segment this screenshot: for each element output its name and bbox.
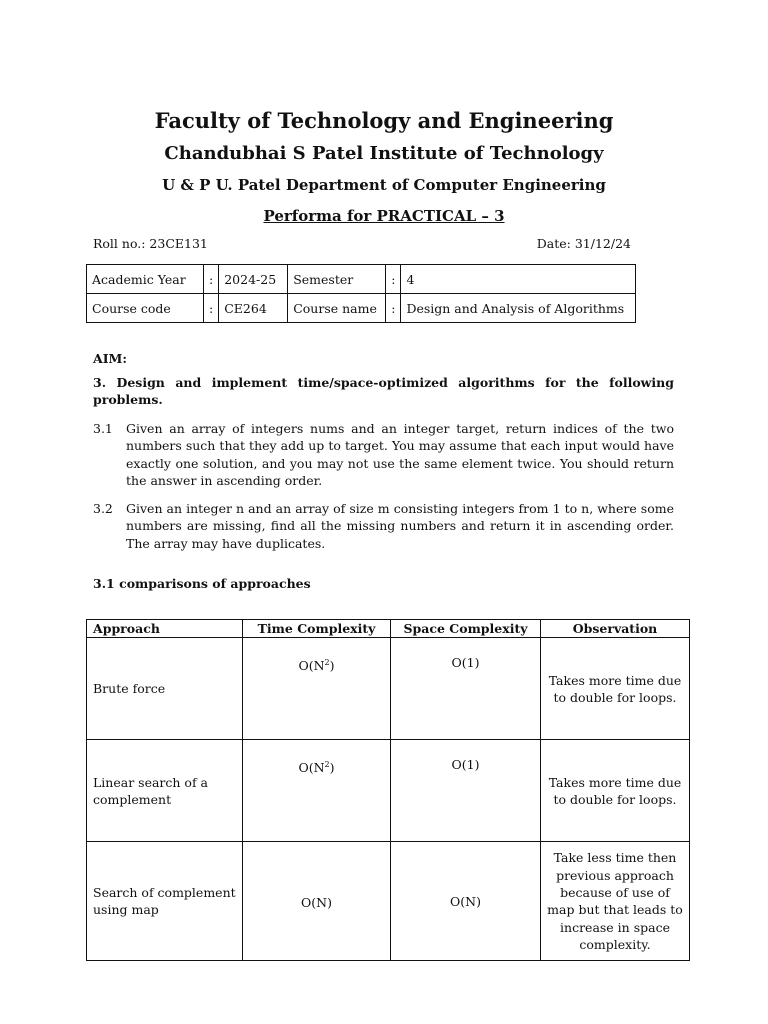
separator: : (386, 265, 401, 294)
table-row (87, 740, 690, 842)
table-row (87, 294, 636, 323)
problem-number: 3.2 (93, 501, 113, 516)
problem-text: Given an integer n and an array of size m consisting integers from 1 to n, where some numbers are missing, find all the missing numbers and return it in ascending order. The array may have duplicates. (126, 501, 674, 551)
separator: : (386, 294, 401, 323)
approach-cell: Search of complement using map (87, 842, 243, 961)
observation-cell: Take less time then previous approach because of use of map but that leads to increase in space complexity. (541, 842, 690, 961)
aim-task: 3. Design and implement time/space-optimized algorithms for the following problems. (93, 375, 674, 407)
semester-label: Semester (288, 265, 386, 294)
space-cell: O(N) (391, 842, 541, 961)
comparison-title: 3.1 comparisons of approaches (93, 576, 311, 591)
academic-year-value: 2024-25 (219, 265, 288, 294)
space-cell: O(1) (391, 638, 541, 740)
approach-cell: Brute force (87, 638, 243, 740)
problem-number: 3.1 (93, 421, 113, 436)
course-info-table (86, 264, 636, 323)
aim-label: AIM: (93, 351, 127, 366)
problem-text: Given an array of integers nums and an integer target, return indices of the two numbers such that they add up to target. You may assume that each input would have exactly one solution, and you may not use the same element twice. You should return the answer in ascending order. (126, 421, 674, 488)
academic-year-label: Academic Year (87, 265, 204, 294)
approach-cell: Linear search of a complement (87, 740, 243, 842)
observation-cell: Takes more time due to double for loops. (541, 740, 690, 842)
table-row (87, 265, 636, 294)
course-name-value: Design and Analysis of Algorithms (401, 294, 636, 323)
date: Date: 31/12/24 (536, 236, 631, 251)
course-code-value: CE264 (219, 294, 288, 323)
header-space: Space Complexity (391, 620, 541, 638)
institute-title: Chandubhai S Patel Institute of Technology (164, 143, 604, 164)
comparison-table (86, 619, 690, 961)
table-header-row (87, 620, 690, 638)
separator: : (204, 265, 219, 294)
header-approach: Approach (87, 620, 243, 638)
space-cell: O(1) (391, 740, 541, 842)
header-time: Time Complexity (243, 620, 391, 638)
time-cell: $O(N^2)$ (243, 638, 391, 740)
performa-title: Performa for PRACTICAL – 3 (263, 207, 505, 225)
semester-value: 4 (401, 265, 636, 294)
time-cell: $O(N^2)$ (243, 740, 391, 842)
observation-cell: Takes more time due to double for loops. (541, 638, 690, 740)
table-row (87, 638, 690, 740)
separator: : (204, 294, 219, 323)
table-row (87, 842, 690, 961)
header-observation: Observation (541, 620, 690, 638)
problem-item (93, 500, 674, 552)
course-code-label: Course code (87, 294, 204, 323)
department-title: U & P U. Patel Department of Computer Engineering (162, 176, 606, 194)
roll-number: Roll no.: 23CE131 (93, 236, 208, 251)
course-name-label: Course name (288, 294, 386, 323)
problem-item (93, 420, 674, 489)
faculty-title: Faculty of Technology and Engineering (154, 108, 614, 133)
time-cell: O(N) (243, 842, 391, 961)
